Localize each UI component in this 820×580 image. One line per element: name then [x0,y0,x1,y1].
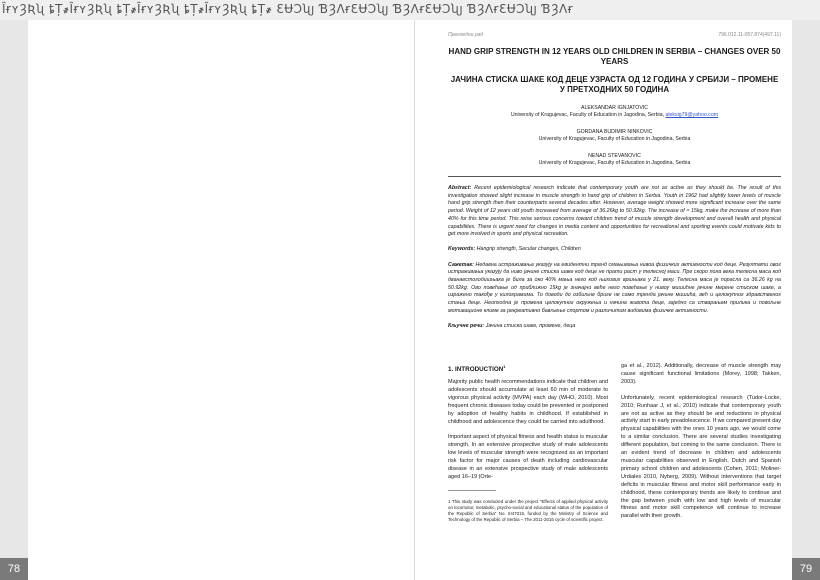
left-page-blank [28,20,414,580]
article-front-matter [448,32,781,330]
author-affiliation [448,112,781,119]
sazetak-text: Недавна истраживања указују на евидентни тренд смањивања нивоа физичких активности код деце. Резултати овог истраживања указују да ниво јачине стиска шаке код деце не прати раст у телесној маси. Пре скоро пола века телесна маса код дванаестогодишњака је била за око 40% мања него код њихових вршњака у 21. веку. Телесна маса је порасла са 36.26 kg на 50.92kg. Ово повећање од приближно 15kg је значајно веће него повећање у нивоу мишићне јачине мерене стиском шаке, а изражено такође у килограмима. То доводи до озбиљне бриге не само тренда јачине мишића, већ и целокупног здравственог стања деце. Неопходна је промена целокупног окружења и начина живота деце, заједно са стварањем прилика и повољне мотивационе климе за рекреативно бављење спортом и различитим видовима физичке активности. [448,261,781,314]
body-column-left [448,363,608,529]
page-number-left: 78 [0,558,28,580]
sazetak-label: Сажетак: [448,261,474,268]
abstract-english [448,185,781,239]
title-english: HAND GRIP STRENGTH IN 12 YEARS OLD CHILDREN IN SERBIA – CHANGES OVER 50 YEARS [448,47,781,66]
right-page [415,20,792,580]
body-paragraph: ga et al., 2012). Additionally, decrease of muscle strength may cause significant functional limitations (Morey, 1998; Takken, 2003). [621,363,781,385]
body-paragraph: Unfortunately, recent epidemiological research (Tudor-Locke, 2010; Runhaar J, et al., 2010) indicate that contemporary youth are not as active as they should be and reductions in physical activity start in early preadolescence. If we compared present day physical capabilities with the ones 10 years ago, we would come to a similar conclusion. There are several studies investigating different population, but coming to the same conclusion. There is an evident trend of decrease in children and adolescents muscular capabilities observed in English, Dutch and Spanish primary school children and adolescents (Cohen, 2011; Moliner-Urdiales 2010, Nyberg, 2009). Without interventions that target deficits in muscular fitness and motor skill performance early in childhood, these contemporary trends are likely to continue and the gap between youth with low and high levels of muscular fitness and motor skill competence will continue to increase parallel with their growth. [621,394,781,520]
keywords-text: Hangrip strength, Secular changes, Children [476,245,581,252]
kljucne-label: Кључне речи: [448,322,485,329]
keywords-label: Keywords: [448,245,476,252]
title-serbian: ЈАЧИНА СТИСКА ШАКЕ КОД ДЕЦЕ УЗРАСТА ОД 12 ГОДИНА У СРБИЈИ – ПРОМЕНЕ У ПРЕТХОДНИХ 50 ГОДИНА [450,75,779,94]
author-affiliation: University of Kragujevac, Faculty of Education in Jagodina, Serbia [538,136,691,142]
footnote-text: 1 This study was conducted under the project "Effects of applied physical activity on locomotor, metabolic, psycho-social and educational status of the population of the Republic of Serbia" No. III47015, funded by the Ministry of Science and Technology of the Republic of Serbia – The 2011-2016 cycle of scientific project. [448,498,608,522]
left-gutter [0,20,28,580]
body-columns [448,363,781,529]
abstract-label: Abstract: [448,185,472,191]
footnote-marker: 1 [503,364,506,369]
horizontal-rule [448,176,781,177]
affiliation-text: University of Kragujevac, Faculty of Education in Jagodina, Serbia, [510,112,665,118]
article-type-label: Прегледни рад [448,32,484,38]
running-header [448,32,781,38]
author-email-link[interactable]: aleksig79@yahoo.com [665,112,719,118]
author-block [448,105,781,119]
author-name: NENAD STEVANOVIC [588,153,641,159]
decorative-header-band [0,0,820,20]
keywords-serbian [448,323,781,331]
body-paragraph: Important aspect of physical fitness and health status is muscular strength. In an extensive prospective study of male adolescents low levels of muscular strength were recognized as an important risk factor for major causes of death including cardiovascular disease in an extensive prospective study of male adolescents aged 16–19 (Orte- [448,434,608,480]
author-name: GORDANA BUDIMIR NINKOVIC [576,129,653,135]
section-heading-text: 1. INTRODUCTION [448,366,504,374]
right-gutter [792,20,820,580]
ornament-glyph-strip: ȊɍʏȜƦʯ ȶȚ҂ȊɍʏȜƦʯ ȶȚ҂ȊɍʏȜƦʯ ȶȚ҂ȊɍʏȜƦʯ ȶȚ҂ ƐɄƆʯȷ ƁȜɅɍƐɄƆʯȷ ƁȜɅɍƐɄƆʯȷ ƁȜɅɍƐɄƆʯȷ ƁȜɅɍ [2,2,574,16]
author-name: ALEKSANDAR IGNJATOVIC [581,105,648,111]
author-block [448,153,781,167]
abstract-text: Recent epidemiological research indicate that contemporary youth are not as active as they should be. The result of this investigation showed slight increase in muscle strength in hand grip of children in Serbia. Youth in 1962 had slightly lower levels of muscle hand grip strength then their counterparts several decades after. However, average weight showed more significant increase over the same period. Weight of 12 years old youth increased from average of 36.26kg to 50.92kg. The increase of ≈ 15kg, make the increase of more than 40% for this time period. This reise serious concerns toward children trend of muscle strength development and overall health and physical capabilities. There is urgent need for changes in media content and opportunities for recreational and sporting events could motivate kids to get more involved in sports and physical recreation. [448,185,781,238]
kljucne-text: Јачина стиска шаке, промене, деца [485,322,576,329]
body-column-right [621,363,781,529]
section-heading [448,363,608,374]
udc-code: 796.012.11-057.874(497.11) [718,32,781,38]
keywords-english [448,246,781,254]
page-number-right: 79 [792,558,820,580]
author-affiliation: University of Kragujevac, Faculty of Education in Jagodina, Serbia [538,160,691,166]
author-block [448,129,781,143]
footnote-rule [448,490,496,496]
abstract-serbian [448,262,781,316]
body-paragraph: Majority public health recommendations indicate that children and adolescents should accumulate at least 60 min of moderate to vigorous physical activity (MVPA) each day (WHO, 2010). Most frequent chronic diseases today could be prevented or postponed by adoption of healthy habits in childhood. If established in childhood and adolescence they could be carried into adulthood. [448,379,608,425]
